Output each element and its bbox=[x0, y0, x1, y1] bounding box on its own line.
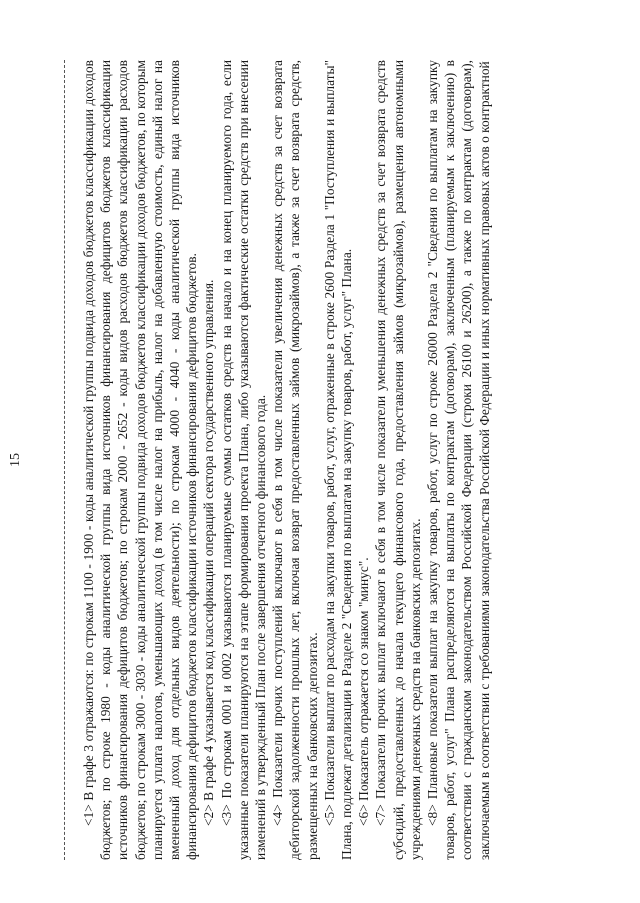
footnote-marker: <4> bbox=[270, 804, 286, 826]
footnote-4 bbox=[269, 60, 321, 860]
footnote-text: Показатели прочих поступлений включают в себя в том числе показатели увеличения денежных средств за счет возврата дебиторской задолженности прошлых лет, включая возврат предоставленных займов (микрозаймов), а также за счет возврата средств, размещенных на банковских депозитах. bbox=[270, 60, 320, 860]
footnote-2 bbox=[200, 60, 217, 860]
footnote-6 bbox=[355, 60, 372, 860]
footnote-8 bbox=[424, 60, 493, 860]
footnote-marker: <5> bbox=[321, 804, 337, 826]
footnote-text: В графе 3 отражаются: по строкам 1100 - 1900 - коды аналитической группы подвида доходов бюджетов классификации доходов бюджетов; по строке 1980 - коды аналитической группы вида источников финансирования дефицитов бюджетов классификации источников финансирования дефицитов бюджетов; по строкам 2000 - 2652 - коды видов расходов бюджетов классификации расходов бюджетов; по строкам 3000 - 3030 - коды аналитической группы подвида доходов бюджетов классификации доходов бюджетов, по которым планируется уплата налогов, уменьшающих доход (в том числе налог на прибыль, налог на добавленную стоимость, единый налог на вмененный доход для отдельных видов деятельности); по строкам 4000 - 4040 - коды аналитической группы вида источников финансирования дефицитов бюджетов классификации источников финансирования дефицитов бюджетов. bbox=[81, 60, 200, 860]
page-number: 15 bbox=[8, 453, 23, 467]
footnote-marker: <6> bbox=[356, 804, 372, 826]
footnote-text: Плановые показатели выплат на закупку товаров, работ, услуг по строке 26000 Раздела 2 "Сведения по выплатам на закупку товаров, работ, услуг" Плана распределяются на выплаты по контрактам (договорам), заключенным (планируемым к заключению) в соответствии с гражданским законодательством Российской Федерации (строки 26100 и 26200), а также по контрактам (договорам), заключаемым в соответствии с требованиями законодательства Российской Федерации и иных нормативных правовых актов о контрактной bbox=[425, 60, 492, 860]
footnote-text: По строкам 0001 и 0002 указываются планируемые суммы остатков средств на начало и на конец планируемого года, если указанные показатели планируются на этапе формирования проекта Плана, либо указываются фактические остатки средств при внесении изменений в утвержденный План после завершения отчетного финансового года. bbox=[218, 60, 269, 860]
footnote-text: Показатели выплат по расходам на закупки товаров, работ, услуг, отраженные в строке 2600 Раздела 1 "Поступления и выплаты" Плана, подлежат детализации в Разделе 2 "Сведения по выплатам на закупку товаров, работ, услуг" Плана. bbox=[321, 60, 355, 860]
footnote-text: В графе 4 указывается код классификации операций сектора государственного управления. bbox=[201, 279, 217, 801]
footnote-marker: <7> bbox=[373, 804, 389, 826]
footnote-separator bbox=[64, 60, 65, 860]
rotated-page bbox=[0, 60, 640, 860]
footnote-marker: <2> bbox=[201, 804, 217, 826]
footnote-marker: <3> bbox=[218, 804, 234, 826]
footnote-3 bbox=[218, 60, 270, 860]
footnote-1 bbox=[80, 60, 200, 860]
footnote-marker: <1> bbox=[81, 804, 96, 826]
footnotes-block bbox=[80, 60, 493, 860]
footnote-5 bbox=[321, 60, 355, 860]
footnote-7 bbox=[372, 60, 424, 860]
footnote-text: Показатель отражается со знаком "минус". bbox=[356, 557, 372, 801]
footnote-marker: <8> bbox=[425, 804, 441, 826]
footnote-text: Показатели прочих выплат включают в себя в том числе показатели уменьшения денежных средств за счет возврата средств субсидий, предоставленных до начала текущего финансового года, предоставления займов (микрозаймов), размещения автономными учреждениями денежных средств на банковских депозитах. bbox=[373, 60, 423, 860]
